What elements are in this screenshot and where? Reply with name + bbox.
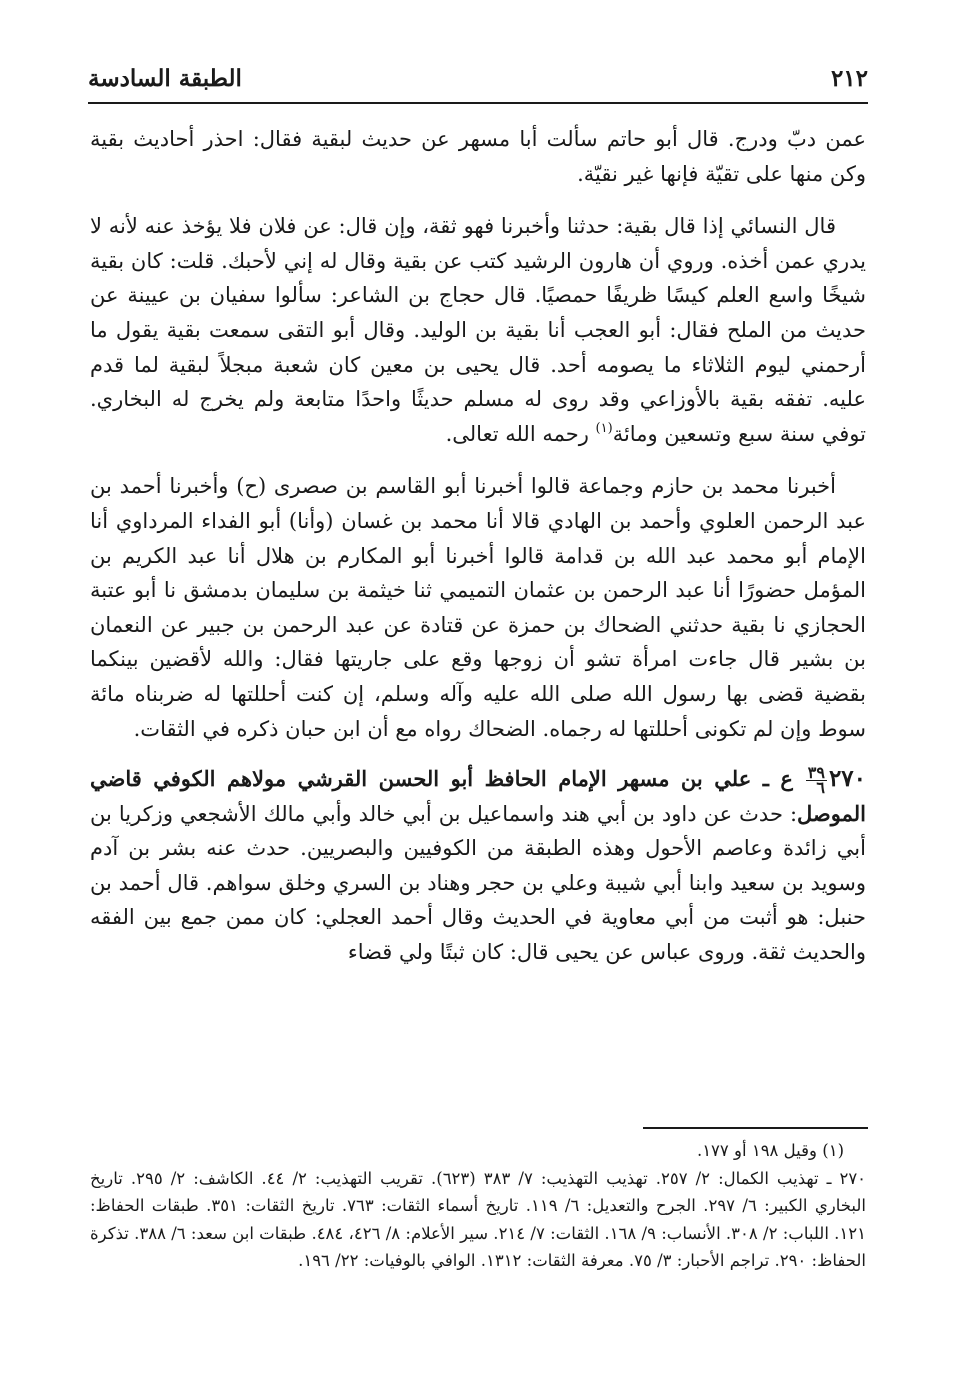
entry-fraction [806,763,827,798]
entry-body: حدث عن داود بن أبي هند واسماعيل بن أبي خالد وأبي مالك الأشجعي وزكريا بن أبي زائدة وعاصم الأحول وهذه الطبقة من الكوفيين والبصريين. حدث عنه بشر بن آدم وسويد بن سعيد وابنا أبي شيبة وعلي بن حجر وهناد بن السري وخلق سواهم. قال أحمد بن حنبل: هو أثبت من أبي معاوية في الحديث وقال أحمد العجلي: كان ممن جمع بين الفقه والحديث ثقة. وروى عباس عن يحيى قال: كان ثبتًا ولي قضاء [90,801,866,965]
fraction-denominator: ٦ [816,778,825,798]
entry-number: ٢٧٠ [828,765,866,793]
main-text [90,122,866,970]
biography-entry [90,762,866,970]
paragraph-1: عمن دبّ ودرج. قال أبو حاتم سألت أبا مسهر عن حديث لبقية فقال: احذر أحاديث بقية وكن منها على تقيّة فإنها غير نقيّة. [90,127,866,186]
footnote-2: ٢٧٠ ـ تهذيب الكمال: ٢/ ٢٥٧. تهذيب التهذيب: ٧/ ٣٨٣ (٦٢٣). تقريب التهذيب: ٢/ ٤٤. الكاشف: ٢/ ٢٩٥. تاريخ البخاري الكبير: ٦/ ٢٩٧. الجرح والتعديل: ٦/ ١١٩. تاريخ أسماء الثقات: ٧٦٣. تاريخ الثقات: ٣٥١. طبقات الحفاظ: ١٢١. اللباب: ٢/ ٣٠٨. الأنساب: ٩/ ١٦٨. الثقات: ٧/ ٢١٤. سير الأعلام: ٨/ ٤٢٦، ٤٨٤. طبقات ابن سعد: ٦/ ٣٨٨. تذكرة الحفاظ: ٢٩٠. تراجم الأحبار: ٣/ ٧٥. معرفة الثقات: ١٣١٢. الوافي بالوفيات: ٢٢/ ١٩٦. [90,1168,867,1270]
footnotes [90,1137,866,1275]
page-number: ٢١٢ [830,65,868,92]
entry-title: ع ـ علي بن مسهر الإمام الحافظ أبو الحسن القرشي مولاهم الكوفي قاضي الموصل [90,766,866,826]
page-header [88,52,868,92]
entry-colon: : [789,801,798,826]
fraction-numerator: ٣٩ [807,763,825,783]
header-divider [88,102,868,104]
running-title: الطبقة السادسة [88,65,242,92]
paragraph-2: قال النسائي إذا قال بقية: حدثنا وأخبرنا فهو ثقة، وإن قال: عن فلان فلا يؤخذ عنه لأنه لا يدري عمن أخذه. وروي أن هارون الرشيد كتب عن بقية وقال له إني لأحبك. قلت: كان بقية شيخًا واسع العلم كيسًا ظريفًا حمصيًا. قال حجاج بن الشاعر: سألوا سفيان بن عيينة عن حديث من الملح فقال: أبو العجب أنا بقية بن الوليد. وقال أبو التقى سمعت بقية يقول ما أرحمني ليوم الثلاثاء ما يصومه أحد. قال يحيى بن معين كان شعبة مبجلاً لبقية لما قدم عليه. تفقه بقية بالأوزاعي وقد روى له مسلم حديثًا واحدًا متابعة ولم يخرج له البخاري. توفي سنة سبع وتسعين ومائة$^{(١)}$ رحمه الله تعالى. [90,214,866,446]
footnote-reference[interactable]: (١) [595,420,613,436]
footnote-1: (١) وقيل ١٩٨ أو ١٧٧. [696,1141,844,1160]
footnote-divider [643,1127,868,1129]
paragraph-3: أخبرنا محمد بن حازم وجماعة قالوا أخبرنا أبو القاسم بن صصرى (ح) وأخبرنا أحمد بن عبد الرحمن العلوي وأحمد بن الهادي قالا أنا محمد بن غسان (وأنا) أبو الفداء المرداوي أنا الإمام أبو محمد عبد الله بن قدامة قالوا أخبرنا أبو المكارم بن هلال أنا عبد الكريم بن المؤمل حضورًا أنا عبد الرحمن بن عثمان التميمي ثنا خيثمة بن سليمان بدمشق نا أبو عتبة الحجازي نا بقية حدثني الضحاك بن حمزة عن قتادة عن عبد الرحمن بن جبير عن النعمان بن بشير قال جاءت امرأة تشو أن زوجها وقع على جاريتها فقال: والله لأقضين بينكما بقضية قضى بها رسول الله صلى الله عليه وآله وسلم، إن كنت أحللتها له ضربناه مائة سوط وإن لم تكونى أحللتها له رجماه. الضحاك رواه مع أن ابن حبان ذكره في الثقات. [90,474,866,741]
